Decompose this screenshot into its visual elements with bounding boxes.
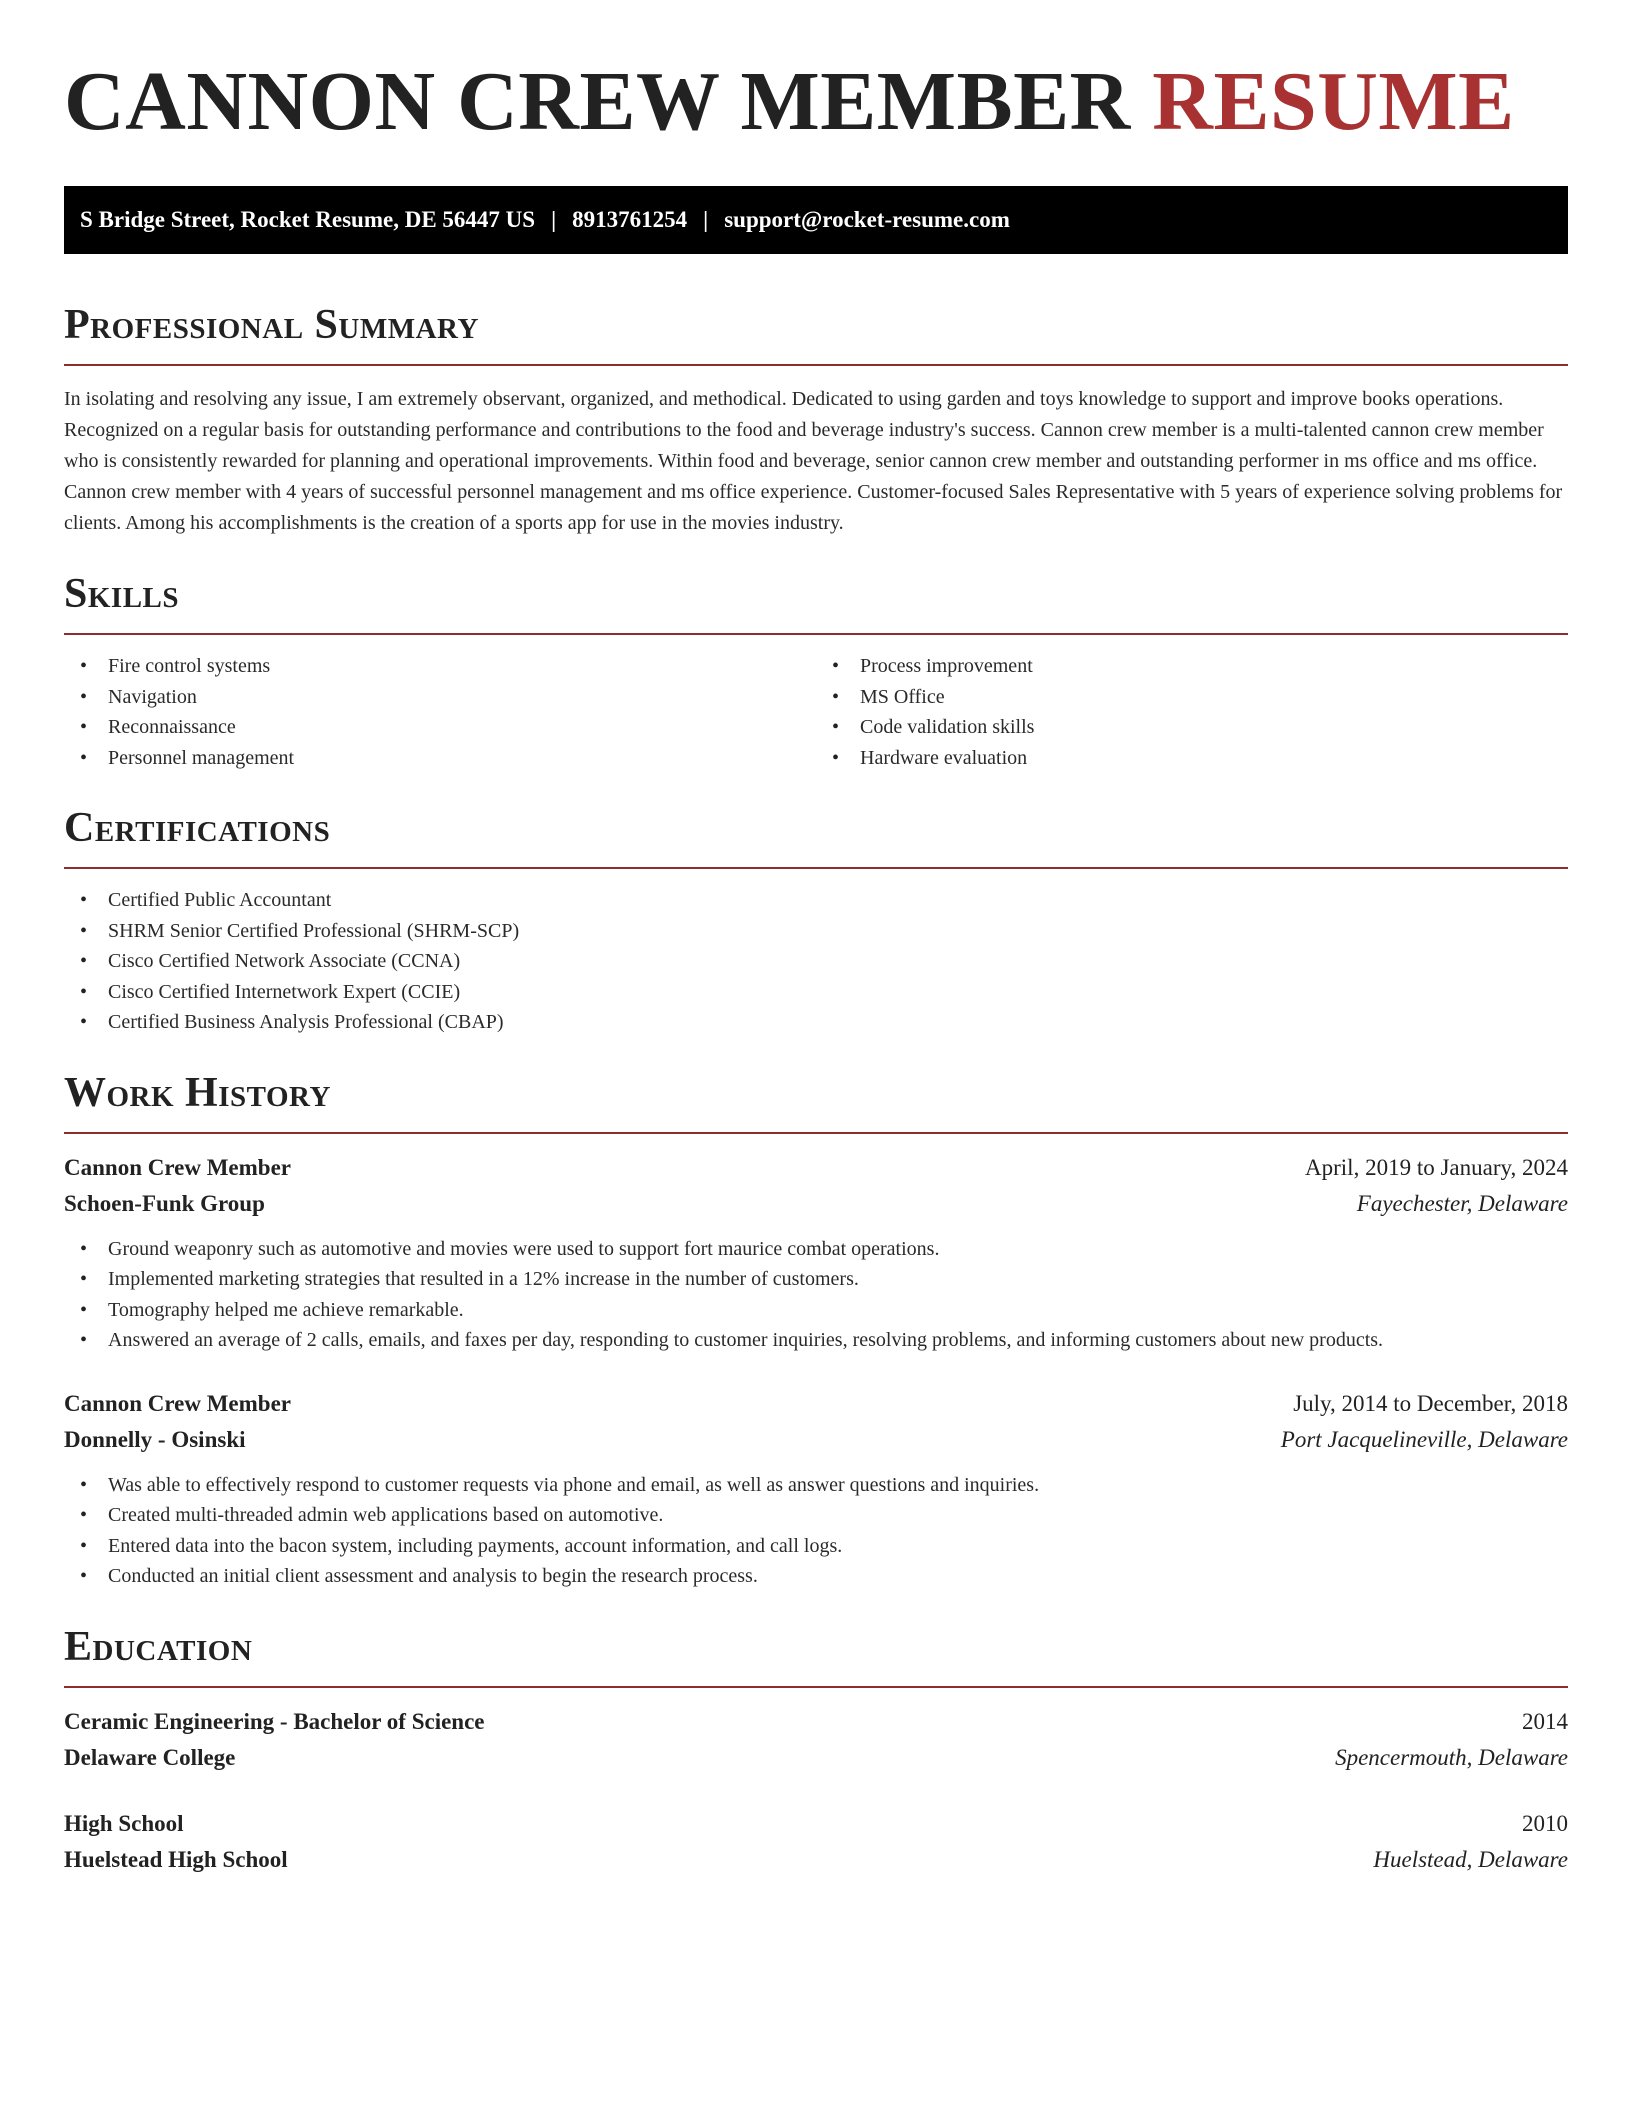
job-header-row [64, 1386, 1568, 1422]
job-bullet: • Tomography helped me achieve remarkable. [64, 1295, 1568, 1326]
certifications-list [64, 885, 1568, 1038]
skills-list-right [816, 651, 1568, 773]
job-bullet: • Implemented marketing strategies that resulted in a 12% increase in the number of customers. [64, 1264, 1568, 1295]
job-dates: April, 2019 to January, 2024 [1305, 1154, 1568, 1180]
section-heading: Education [64, 1623, 253, 1670]
education-location: Spencermouth, Delaware [1335, 1744, 1568, 1770]
job-company-row [64, 1422, 1568, 1458]
education-year: 2014 [1522, 1708, 1568, 1734]
section-heading: Skills [64, 571, 180, 617]
job-title: Cannon Crew Member [64, 1154, 291, 1180]
job-entry [64, 1150, 1568, 1356]
job-bullet: • Created multi-threaded admin web applications based on automotive. [64, 1500, 1568, 1531]
section-heading: Certifications [64, 805, 331, 851]
contact-email: support@rocket-resume.com [724, 207, 1010, 232]
education-year: 2010 [1522, 1810, 1568, 1836]
job-location: Fayechester, Delaware [1356, 1190, 1568, 1216]
summary-text: In isolating and resolving any issue, I am extremely observant, organized, and methodical. Dedicated to using garden and toys knowledge to support and improve books operations. Recognized on a regular basis for outstanding performance and contributions to the food and beverage industry's success. Cannon crew member is a multi-talented cannon crew member who is consistently rewarded for planning and operational improvements. Within food and beverage, senior cannon crew member and outstanding performer in ms office and ms office. Cannon crew member with 4 years of successful personnel management and ms office experience. Customer-focused Sales Representative with 5 years of experience solving problems for clients. Among his accomplishments is the creation of a sports app for use in the movies industry. [64, 388, 1563, 534]
summary-section [64, 300, 1568, 539]
education-section [64, 1622, 1568, 1878]
certification-item: • SHRM Senior Certified Professional (SHRM-SCP) [64, 916, 1568, 947]
skills-list-left [64, 651, 816, 773]
education-entry [64, 1704, 1568, 1776]
education-location: Huelstead, Delaware [1373, 1846, 1568, 1872]
title-accent: RESUME [1152, 55, 1515, 148]
work-history-section [64, 1068, 1568, 1592]
job-entry [64, 1386, 1568, 1592]
job-bullets [64, 1470, 1568, 1592]
job-bullet: • Conducted an initial client assessment and analysis to begin the research process. [64, 1561, 1568, 1592]
title-main: CANNON CREW MEMBER [64, 55, 1131, 148]
skill-item: • Process improvement [816, 651, 1568, 682]
job-bullet: • Ground weaponry such as automotive and movies were used to support fort maurice combat operations. [64, 1234, 1568, 1265]
job-bullets [64, 1234, 1568, 1356]
certification-item: • Cisco Certified Internetwork Expert (CCIE) [64, 977, 1568, 1008]
certification-item: • Cisco Certified Network Associate (CCNA) [64, 946, 1568, 977]
contact-separator: | [703, 207, 709, 232]
job-bullet: • Answered an average of 2 calls, emails, and faxes per day, responding to customer inquiries, resolving problems, and informing customers about new products. [64, 1325, 1568, 1356]
job-company: Schoen-Funk Group [64, 1190, 265, 1216]
job-location: Port Jacquelineville, Delaware [1280, 1426, 1568, 1452]
job-dates: July, 2014 to December, 2018 [1293, 1390, 1568, 1416]
section-heading: Work History [64, 1069, 331, 1116]
job-bullet: • Was able to effectively respond to customer requests via phone and email, as well as answer questions and inquiries. [64, 1470, 1568, 1501]
section-divider [64, 1132, 1568, 1134]
education-entry [64, 1806, 1568, 1878]
section-divider [64, 364, 1568, 366]
resume-title [64, 0, 1568, 148]
job-company: Donnelly - Osinski [64, 1426, 246, 1452]
certification-item: • Certified Public Accountant [64, 885, 1568, 916]
skills-grid [64, 651, 1568, 773]
skill-item: • Navigation [64, 682, 816, 713]
section-divider [64, 1686, 1568, 1688]
skill-item: • MS Office [816, 682, 1568, 713]
education-school-row [64, 1842, 1568, 1878]
contact-address: S Bridge Street, Rocket Resume, DE 56447 US [80, 207, 536, 232]
skill-item: • Fire control systems [64, 651, 816, 682]
job-header-row [64, 1150, 1568, 1186]
skill-item: • Personnel management [64, 743, 816, 774]
job-company-row [64, 1186, 1568, 1222]
section-divider [64, 867, 1568, 869]
section-divider [64, 633, 1568, 635]
contact-separator: | [551, 207, 557, 232]
job-bullet: • Entered data into the bacon system, including payments, account information, and call logs. [64, 1531, 1568, 1562]
education-school: Huelstead High School [64, 1846, 288, 1872]
job-title: Cannon Crew Member [64, 1390, 291, 1416]
education-degree-row [64, 1806, 1568, 1842]
education-degree-row [64, 1704, 1568, 1740]
education-degree: Ceramic Engineering - Bachelor of Science [64, 1708, 485, 1734]
skill-item: • Hardware evaluation [816, 743, 1568, 774]
section-heading: Professional Summary [64, 302, 479, 348]
contact-bar [64, 186, 1568, 254]
education-school: Delaware College [64, 1744, 236, 1770]
contact-phone: 8913761254 [572, 207, 688, 232]
education-degree: High School [64, 1810, 184, 1836]
education-school-row [64, 1740, 1568, 1776]
skill-item: • Code validation skills [816, 712, 1568, 743]
skill-item: • Reconnaissance [64, 712, 816, 743]
skills-section [64, 569, 1568, 773]
certifications-section [64, 803, 1568, 1038]
certification-item: • Certified Business Analysis Professional (CBAP) [64, 1007, 1568, 1038]
